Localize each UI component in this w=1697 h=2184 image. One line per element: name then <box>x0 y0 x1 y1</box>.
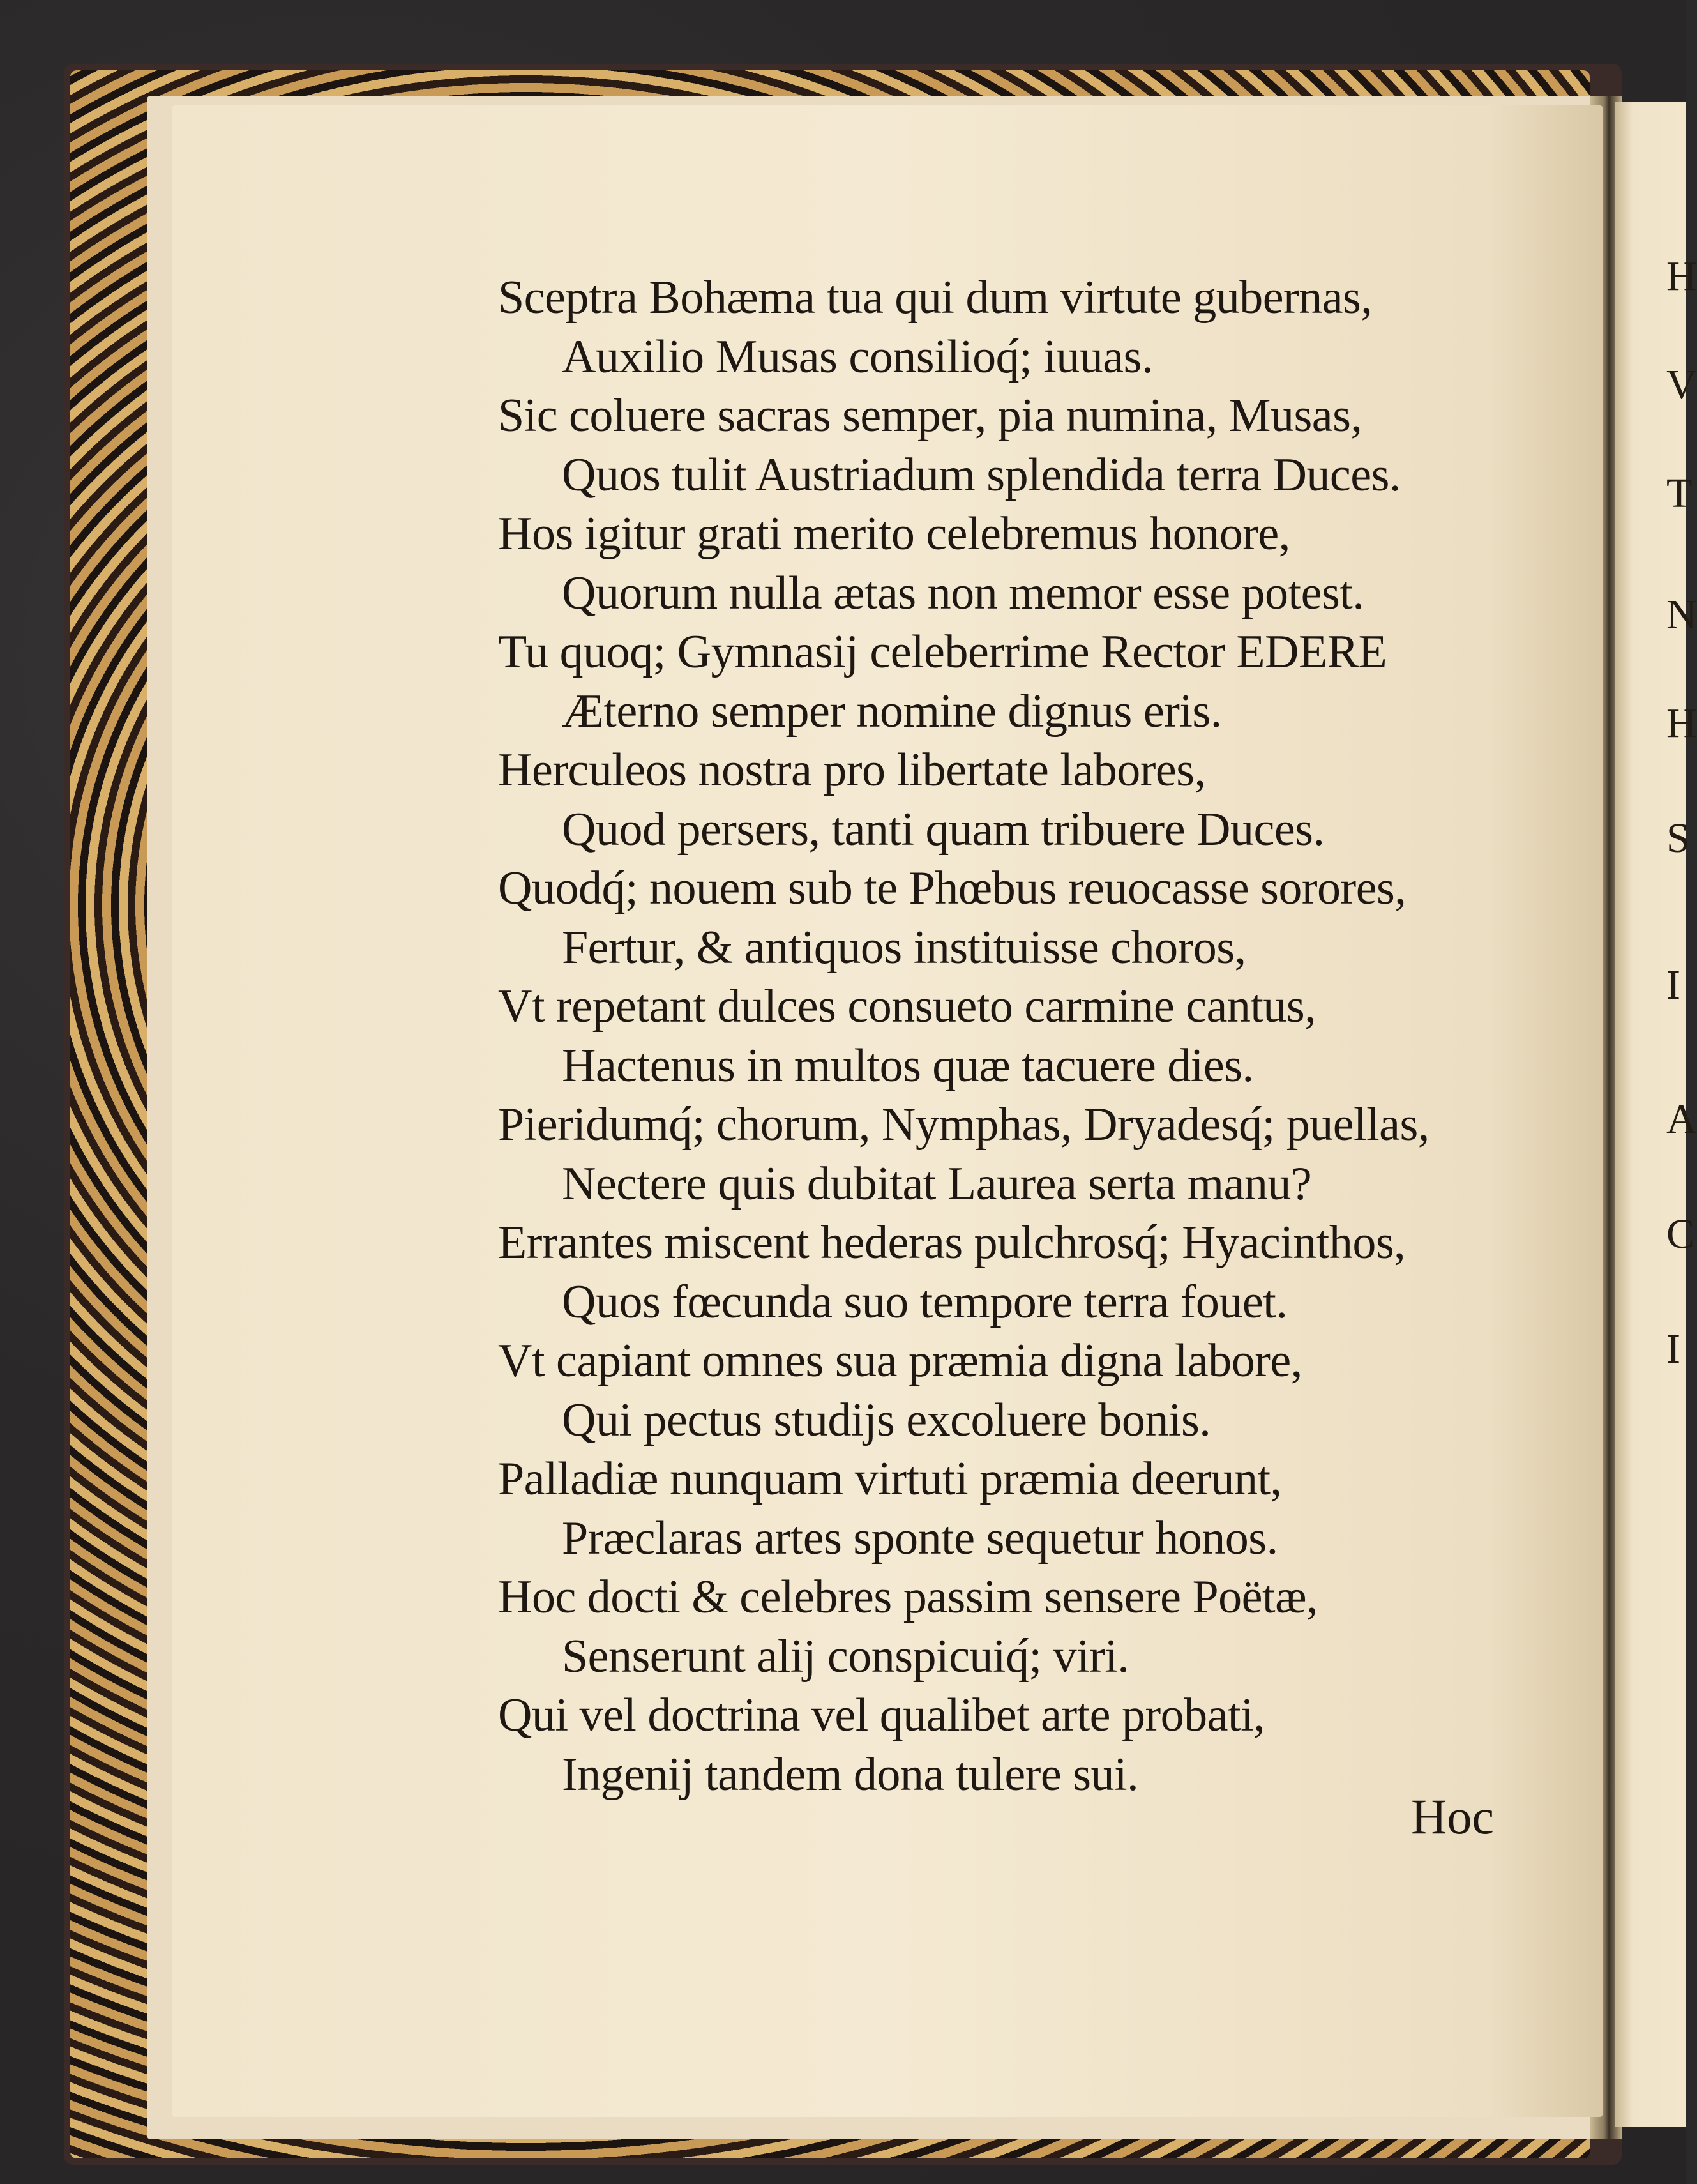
verse-line: Hos igitur grati merito celebremus honore, <box>498 508 1290 560</box>
verse-line: Quorum nulla ætas non memor esse potest. <box>562 566 1364 619</box>
verse-line: Qui pectus studijs excoluere bonis. <box>562 1393 1211 1446</box>
verse-line: Quos tulit Austriadum splendida terra Duces. <box>562 448 1401 501</box>
verse-line: Palladiæ nunquam virtuti præmia deerunt, <box>498 1453 1282 1505</box>
verse-line: Auxilio Musas consilioq́; iuuas. <box>562 330 1153 383</box>
verse-line: Hoc docti & celebres passim sensere Poëtæ, <box>498 1571 1318 1623</box>
verse-line: Vt capiant omnes sua præmia digna labore, <box>498 1335 1302 1387</box>
verse-line: Quos fœcunda suo tempore terra fouet. <box>562 1275 1288 1328</box>
facing-page-initial: C <box>1666 1211 1695 1257</box>
verse-line: Herculeos nostra pro libertate labores, <box>498 744 1206 796</box>
facing-page-initial: S <box>1666 815 1690 861</box>
verse-line: Quodq́; nouem sub te Phœbus reuocasse sorores, <box>498 862 1407 914</box>
verse-line: Errantes miscent hederas pulchrosq́; Hyacinthos, <box>498 1217 1406 1269</box>
verse-line: Æterno semper nomine dignus eris. <box>562 685 1222 738</box>
verse-line: Tu quoq; Gymnasij celeberrime Rector EDERE <box>498 626 1387 678</box>
facing-page-initial: T <box>1666 470 1693 517</box>
facing-page-initial: I <box>1666 962 1680 1008</box>
verse-line: Fertur, & antiquos instituisse choros, <box>562 921 1246 974</box>
facing-page-initial: V <box>1666 361 1697 408</box>
verse-line: Pieridumq́; chorum, Nymphas, Dryadesq́; puellas, <box>498 1098 1429 1151</box>
facing-page-initials <box>1666 253 1697 1660</box>
verse-text-block <box>498 268 1551 1804</box>
verse-line: Præclaras artes sponte sequetur honos. <box>562 1512 1278 1565</box>
facing-page-initial: H <box>1666 700 1697 747</box>
facing-page-initial: N <box>1666 591 1697 638</box>
verse-line: Quod persers, tanti quam tribuere Duces. <box>562 803 1325 856</box>
verse-line: Senserunt alij conspicuiq́; viri. <box>562 1630 1129 1683</box>
verse-line: Sceptra Bohæma tua qui dum virtute gubernas, <box>498 271 1373 324</box>
verse-line: Nectere quis dubitat Laurea serta manu? <box>562 1157 1312 1210</box>
verse-line: Ingenij tandem dona tulere sui. <box>562 1748 1139 1801</box>
verse-line: Vt repetant dulces consueto carmine cantus, <box>498 980 1316 1033</box>
verse-line: Sic coluere sacras semper, pia numina, Musas, <box>498 390 1362 442</box>
verse-line: Hactenus in multos quæ tacuere dies. <box>562 1039 1254 1092</box>
catchword: Hoc <box>1411 1789 1494 1844</box>
facing-page-initial: H <box>1666 253 1697 300</box>
verse-line: Qui vel doctrina vel qualibet arte probati, <box>498 1689 1265 1741</box>
facing-page-initial: I <box>1666 1326 1680 1372</box>
facing-page-initial: A <box>1666 1096 1697 1142</box>
